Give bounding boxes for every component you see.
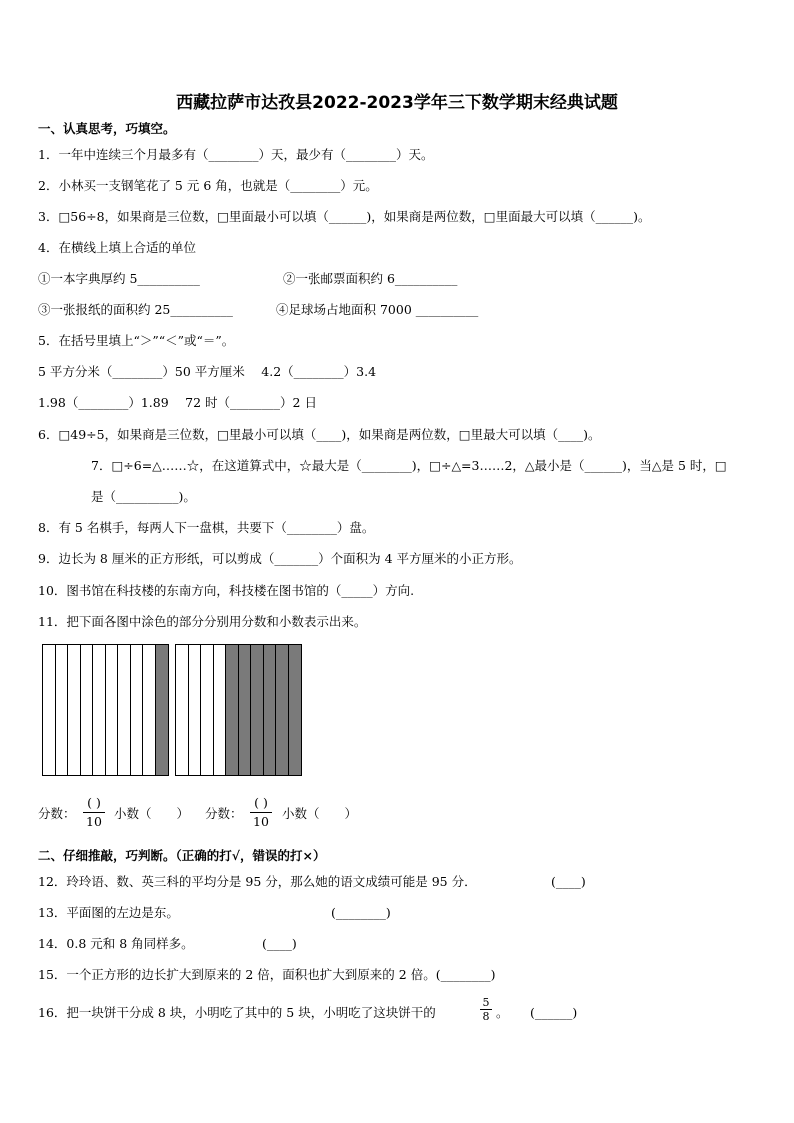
question-12-answer-paren: (____) [551,874,586,889]
shaded-strip [251,645,264,775]
question-4: 4．在横线上填上合适的单位 [38,240,196,255]
question-13: 13．平面图的左边是东。 [38,905,179,920]
blank-strip [56,645,69,775]
question-3: 3．□56÷8，如果商是三位数，□里面最小可以填（______)，如果商是两位数，□里面最大可以填（______)。 [38,209,651,224]
question-10: 10．图书馆在科技楼的东南方向，科技楼在图书馆的（_____）方向. [38,583,415,598]
shaded-strip [226,645,239,775]
shaded-strip [264,645,277,775]
question-7: 7．□÷6=△……☆，在这道算式中，☆最大是（________)，□÷△=3……2，△最小是（______)，当△是 5 时，□ [91,458,727,473]
blank-strip [43,645,56,775]
question-16-fraction [480,996,492,1023]
question-16-end: 。 [496,1005,509,1020]
question-16-denominator: 8 [482,1010,490,1023]
fraction-label-1: 分数： [38,806,76,821]
fraction-2-denominator: 10 [253,814,269,829]
blank-strip [214,645,227,775]
question-15: 15．一个正方形的边长扩大到原来的 2 倍，面积也扩大到原来的 2 倍。(________) [38,967,496,982]
question-14-answer-paren: (____) [262,936,297,951]
question-4-part-2: ②一张邮票面积约 6__________ [283,271,458,286]
question-13-answer-paren: (________) [331,905,391,920]
blank-strip [143,645,156,775]
question-5: 5．在括号里填上“＞”“＜”或“＝”。 [38,333,235,348]
question-4-part-4: ④足球场占地面积 7000 __________ [276,302,479,317]
question-7-continued: 是（__________)。 [91,489,196,504]
question-14: 14．0.8 元和 8 角同样多。 [38,936,194,951]
section-heading-fill-in: 一、认真思考，巧填空。 [38,121,176,136]
decimal-label-2: 小数（ ） [282,806,358,821]
strip-figure-1 [42,644,169,776]
blank-strip [176,645,189,775]
strip-figure-2 [175,644,302,776]
question-9: 9．边长为 8 厘米的正方形纸，可以剪成（_______）个面积为 4 平方厘米的小正方形。 [38,551,522,566]
page-title: 西藏拉萨市达孜县2022-2023学年三下数学期末经典试题 [176,93,618,113]
fraction-2-bar [250,812,272,813]
blank-strip [189,645,202,775]
fraction-1-numerator: ( ) [87,795,101,810]
shaded-strip [289,645,302,775]
fraction-2-numerator: ( ) [254,795,268,810]
blank-strip [131,645,144,775]
question-5-row-2: 1.98（________）1.89 72 时（________）2 日 [38,395,317,410]
blank-strip [81,645,94,775]
blank-strip [93,645,106,775]
question-16: 16．把一块饼干分成 8 块，小明吃了其中的 5 块，小明吃了这块饼干的 [38,1005,436,1020]
question-16-numerator: 5 [482,996,490,1009]
blank-strip [118,645,131,775]
question-11: 11．把下面各图中涂色的部分分别用分数和小数表示出来。 [38,614,367,629]
shaded-strip [156,645,169,775]
fraction-1-bar [83,812,105,813]
section-heading-judge: 二、仔细推敲，巧判断。（正确的打√，错误的打×） [38,848,326,863]
question-8: 8．有 5 名棋手，每两人下一盘棋，共要下（________）盘。 [38,520,375,535]
fraction-1 [83,795,105,830]
decimal-label-1: 小数（ ） [114,806,190,821]
fraction-2 [250,795,272,830]
shaded-strip [239,645,252,775]
blank-strip [68,645,81,775]
question-16-answer-paren: (______) [530,1005,578,1020]
blank-strip [201,645,214,775]
fraction-label-2: 分数： [205,806,243,821]
fraction-1-denominator: 10 [86,814,102,829]
shaded-strip [276,645,289,775]
question-5-row-1: 5 平方分米（________）50 平方厘米 4.2（________）3.4 [38,364,377,379]
blank-strip [106,645,119,775]
question-2: 2．小林买一支钢笔花了 5 元 6 角，也就是（________）元。 [38,178,378,193]
question-6: 6．□49÷5，如果商是三位数，□里最小可以填（____)，如果商是两位数，□里最大可以填（____)。 [38,427,601,442]
question-4-part-1: ①一本字典厚约 5__________ [38,271,200,286]
question-12: 12．玲玲语、数、英三科的平均分是 95 分，那么她的语文成绩可能是 95 分． [38,874,477,889]
question-4-part-3: ③一张报纸的面积约 25__________ [38,302,233,317]
question-1: 1．一年中连续三个月最多有（________）天，最少有（________）天。 [38,147,434,162]
